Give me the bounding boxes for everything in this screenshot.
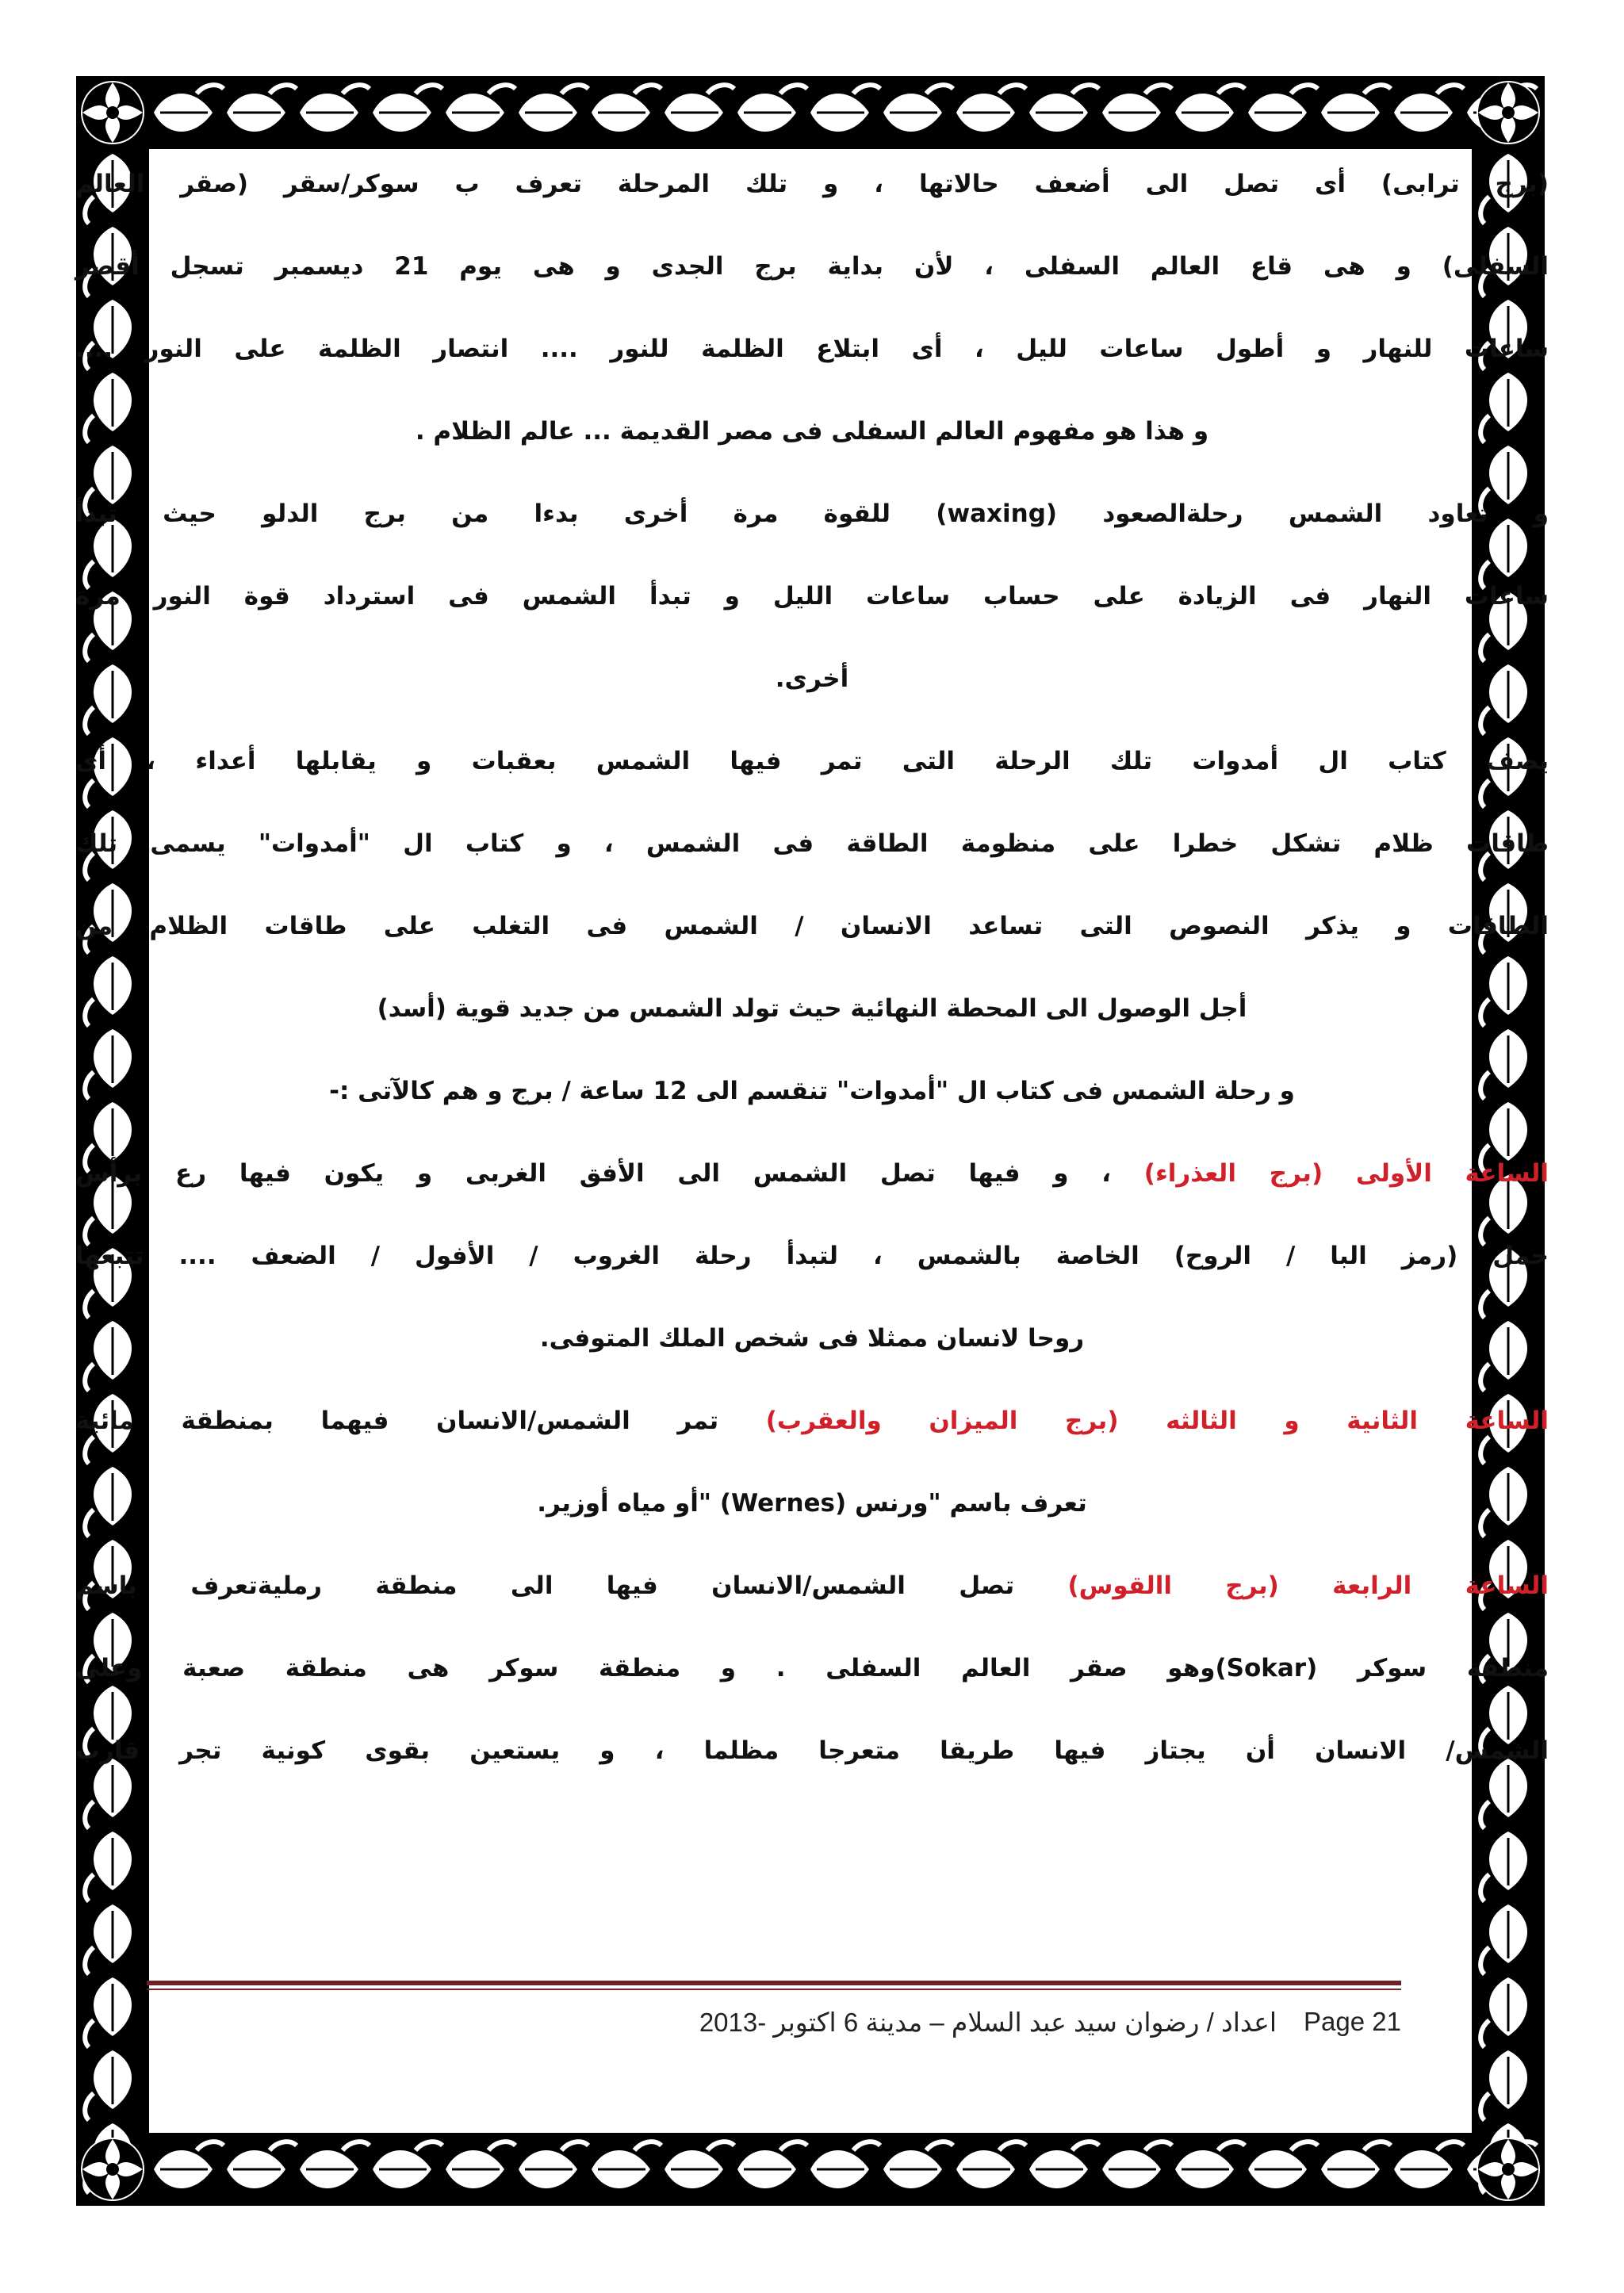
corner-flower-icon [1477, 2138, 1540, 2201]
corner-flower-icon [1477, 81, 1540, 144]
border-bottom-leaves [154, 2142, 1537, 2188]
leaf-icon [665, 85, 734, 132]
paragraph-line: و هذا هو مفهوم العالم السفلى فى مصر القديمة ... عالم الظلام . [415, 417, 1209, 446]
leaf-icon [154, 85, 224, 132]
leaf-icon [1248, 2142, 1318, 2188]
hour-text: تمر الشمس/الانسان فيهما بمنطقة مائية [75, 1407, 719, 1435]
hour-heading: الساعة الثانية و الثالثه (برج الميزان والعقرب) [765, 1407, 1549, 1435]
leaf-icon [883, 85, 953, 132]
hour-heading: الساعة الأولى (برج العذراء) [1143, 1159, 1549, 1188]
corner-flower-icon [81, 81, 144, 144]
leaf-icon [737, 85, 807, 132]
hour-line: تعرف باسم "ورنس (Wernes) "أو مياه أوزير. [537, 1489, 1087, 1518]
page-footer [147, 1998, 1401, 2046]
leaf-icon [810, 85, 880, 132]
leaf-icon [665, 2142, 734, 2188]
leaf-icon [883, 2142, 953, 2188]
leaf-icon [810, 2142, 880, 2188]
paragraph-line: يصف كتاب ال أمدوات تلك الرحلة التى تمر فيها الشمس بعقبات و يقابلها أعداء ، أى [75, 747, 1549, 775]
leaf-icon [1480, 1904, 1527, 1974]
corner-flower-icon [81, 2138, 144, 2201]
hour-line: روحا لانسان ممثلا فى شخص الملك المتوفى. [539, 1324, 1085, 1353]
leaf-icon [956, 2142, 1026, 2188]
leaf-icon [1102, 85, 1172, 132]
hour-section-first-line [75, 1545, 1549, 1627]
leaf-icon [85, 1977, 132, 2047]
leaf-icon [592, 85, 661, 132]
paragraph-line: أجل الوصول الى المحطة النهائية حيث تولد الشمس من جديد قوية (أسد) [377, 994, 1247, 1023]
leaf-icon [154, 2142, 224, 2188]
hour-section-first-line [75, 1380, 1549, 1462]
leaf-icon [300, 2142, 370, 2188]
hour-text: ، و فيها تصل الشمس الى الأفق الغربى و يكون فيها رع برأس [75, 1159, 1112, 1188]
page-number: Page 21 [1304, 2007, 1401, 2036]
footer-credit: اعداد / رضوان سيد عبد السلام – مدينة 6 اكتوبر -2013 [699, 2007, 1277, 2037]
paragraph-line: السفلى) و هى قاع العالم السفلى ، لأن بداية برج الجدى و هى يوم 21 ديسمبر تسجل أقصر [75, 252, 1549, 281]
paragraph-line: ساعات النهار فى الزيادة على حساب ساعات الليل و تبدأ الشمس فى استرداد قوة النور مرة [75, 582, 1549, 611]
leaf-icon [1175, 85, 1245, 132]
hour-line: الشمس/ الانسان أن يجتاز فيها طريقا متعرجا مظلما ، و يستعين بقوى كونية تجر قارب [75, 1736, 1549, 1765]
leaf-icon [373, 85, 442, 132]
leaf-icon [956, 85, 1026, 132]
leaf-icon [519, 2142, 588, 2188]
leaf-icon [1248, 85, 1318, 132]
paragraph-line: (برج ترابى) أى تصل الى أضعف حالاتها ، و تلك المرحلة تعرف ب سوكر/سقر (صقر العالم [75, 170, 1549, 198]
hour-heading: الساعة الرابعة (برج االقوس) [1067, 1571, 1549, 1600]
leaf-icon [1480, 1832, 1527, 1901]
paragraph-line: الطاقات و يذكر النصوص التى تساعد الانسان / الشمس فى التغلب على طاقات الظلام من [75, 912, 1549, 940]
leaf-icon [227, 2142, 297, 2188]
leaf-icon [1394, 2142, 1464, 2188]
hour-line: حمل (رمز البا / الروح) الخاصة بالشمس ، لتبدأ رحلة الغروب / الأفول / الضعف .... تتبعها [75, 1242, 1549, 1270]
paragraph-line: و رحلة الشمس فى كتاب ال "أمدوات" تنقسم الى 12 ساعة / برج و هم كالآتى :- [329, 1077, 1295, 1105]
leaf-icon [1480, 2050, 1527, 2120]
leaf-icon [519, 85, 588, 132]
leaf-icon [85, 1904, 132, 1974]
leaf-icon [592, 2142, 661, 2188]
footer-rule-thin [147, 1989, 1401, 1990]
footer-rule-thick [147, 1981, 1401, 1985]
leaf-icon [446, 85, 515, 132]
hour-line: منطقة سوكر (Sokar)وهو صقر العالم السفلى . و منطقة سوكر هى منطقة صعبة وعلى [75, 1654, 1549, 1682]
leaf-icon [1029, 85, 1099, 132]
leaf-icon [300, 85, 370, 132]
leaf-icon [1175, 2142, 1245, 2188]
leaf-icon [1394, 85, 1464, 132]
hour-section-first-line [75, 1132, 1549, 1215]
leaf-icon [227, 85, 297, 132]
paragraph-line: طاقات ظلام تشكل خطرا على منظومة الطاقة فى الشمس ، و كتاب ال "أمدوات" يسمى تلك [75, 829, 1549, 858]
leaf-icon [373, 2142, 442, 2188]
paragraph-line: أخرى. [775, 664, 849, 693]
leaf-icon [737, 2142, 807, 2188]
document-text [75, 143, 1549, 1792]
leaf-icon [446, 2142, 515, 2188]
leaf-icon [1321, 2142, 1391, 2188]
paragraph-line: ساعات للنهار و أطول ساعات لليل ، أى ابتلاع الظلمة للنور .... انتصار الظلمة على النور .... [75, 335, 1549, 363]
leaf-icon [1102, 2142, 1172, 2188]
leaf-icon [85, 2050, 132, 2120]
leaf-icon [1321, 85, 1391, 132]
leaf-icon [1029, 2142, 1099, 2188]
leaf-icon [1480, 1977, 1527, 2047]
leaf-icon [85, 1832, 132, 1901]
paragraph-line: و تعاود الشمس رحلةالصعود (waxing) للقوة مرة أخرى بدءا من برج الدلو حيث تبدأ [75, 500, 1549, 528]
border-top-leaves [154, 85, 1537, 132]
hour-text: تصل الشمس/الانسان فيها الى منطقة رمليةتعرف باسم [75, 1571, 1015, 1600]
